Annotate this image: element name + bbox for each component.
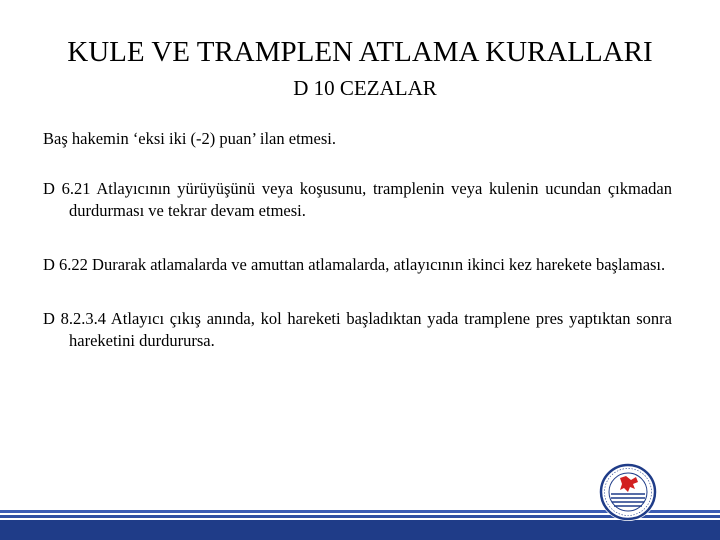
slide-subtitle: D 10 CEZALAR — [293, 76, 437, 100]
paragraph-rule-d622 — [43, 254, 672, 276]
paragraph-text: D 8.2.3.4 Atlayıcı çıkış anında, kol hareketi başladıktan yada tramplene pres yaptıktan sonra hareketini durdurursa. — [43, 309, 672, 350]
university-seal-icon — [598, 462, 658, 522]
paragraph-rule-d621 — [43, 178, 672, 222]
paragraph-text: D 6.21 Atlayıcının yürüyüşünü veya koşusunu, tramplenin veya kulenin ucundan çıkmadan durdurması ve tekrar devam etmesi. — [43, 179, 672, 220]
paragraph-intro: Baş hakemin ‘eksi iki (-2) puan’ ilan etmesi. — [43, 129, 336, 148]
slide-title: KULE VE TRAMPLEN ATLAMA KURALLARI — [67, 36, 653, 68]
paragraph-text: D 6.22 Durarak atlamalarda ve amuttan atlamalarda, atlayıcının ikinci kez harekete başlaması. — [43, 255, 666, 274]
paragraph-rule-d8234 — [43, 308, 672, 352]
slide-body — [43, 128, 672, 384]
